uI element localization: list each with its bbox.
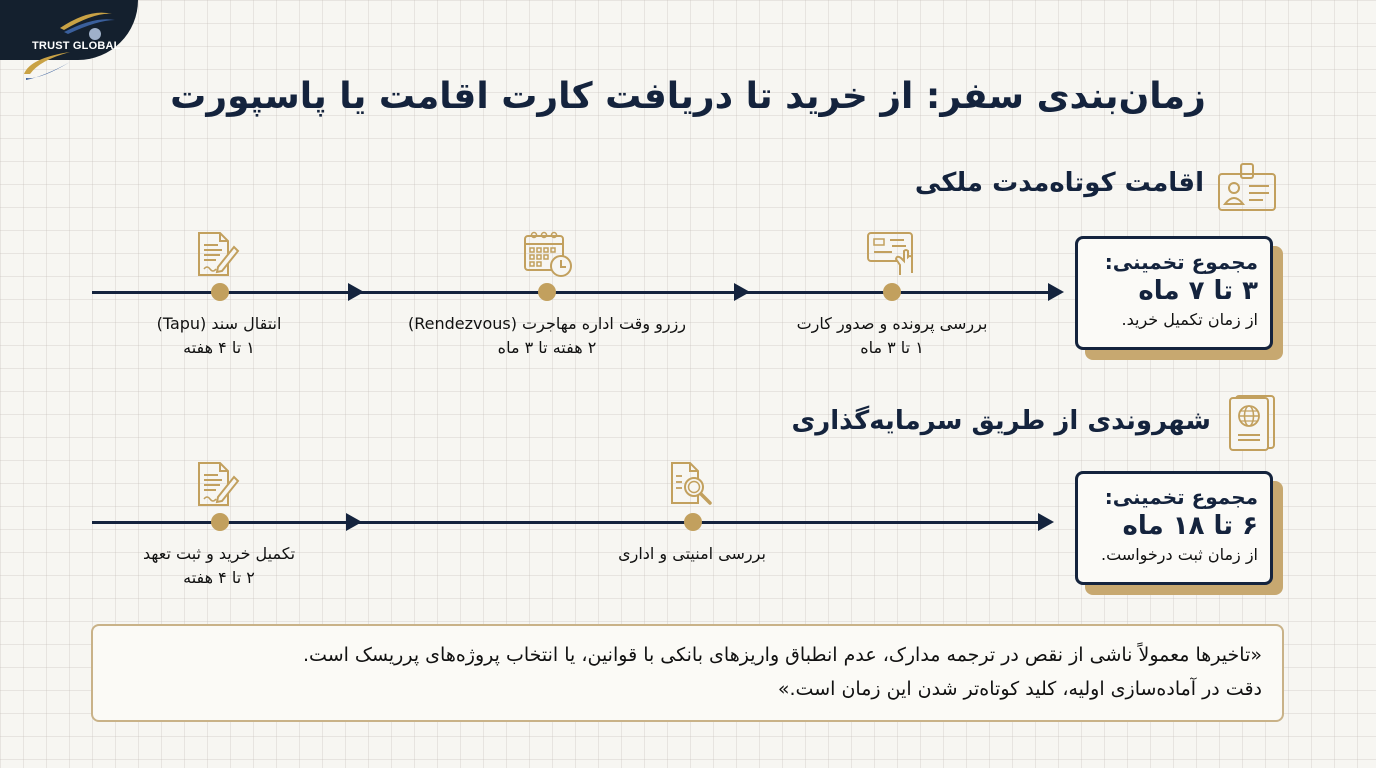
total-note: از زمان تکمیل خرید. bbox=[1121, 310, 1258, 329]
timeline-node bbox=[684, 513, 702, 531]
timeline-node bbox=[211, 283, 229, 301]
step-duration: ۲ تا ۴ هفته bbox=[183, 568, 255, 587]
residency-heading: اقامت کوتاه‌مدت ملکی bbox=[914, 168, 1204, 198]
citizenship-timeline-line bbox=[92, 521, 1040, 524]
total-value: ۶ تا ۱۸ ماه bbox=[1122, 511, 1258, 541]
step-duration: ۱ تا ۳ ماه bbox=[860, 338, 924, 357]
card-in-hand-icon bbox=[866, 231, 920, 277]
step-duration: ۱ تا ۴ هفته bbox=[183, 338, 255, 357]
residency-step-2 bbox=[408, 312, 686, 360]
total-label: مجموع تخمینی: bbox=[1104, 250, 1258, 274]
id-badge-icon bbox=[1217, 162, 1277, 212]
step-label: بررسی پرونده و صدور کارت bbox=[796, 314, 988, 333]
note-line-2: دقت در آماده‌سازی اولیه، کلید کوتاه‌تر شدن این زمان است.» bbox=[777, 678, 1262, 700]
timeline-node bbox=[883, 283, 901, 301]
arrow-icon bbox=[1048, 283, 1064, 301]
citizenship-step-1 bbox=[143, 542, 295, 590]
passport-icon bbox=[1228, 394, 1276, 452]
residency-step-1 bbox=[157, 312, 282, 360]
residency-total-card bbox=[1075, 236, 1273, 350]
total-label: مجموع تخمینی: bbox=[1104, 485, 1258, 509]
timeline-node bbox=[211, 513, 229, 531]
step-label: تکمیل خرید و ثبت تعهد bbox=[142, 544, 296, 563]
document-sign-icon bbox=[196, 231, 242, 277]
calendar-clock-icon bbox=[523, 230, 573, 278]
residency-step-3 bbox=[797, 312, 988, 360]
note-line-1: «تاخیرها معمولاً ناشی از نقص در ترجمه مدارک، عدم انطباق واریزهای بانکی با قوانین، یا انتخاب پروژه‌های پرریسک است. bbox=[303, 644, 1262, 666]
document-search-icon bbox=[670, 461, 716, 507]
citizenship-step-2 bbox=[618, 542, 766, 566]
step-label: رزرو وقت اداره مهاجرت (Rendezvous) bbox=[407, 314, 687, 333]
arrow-icon bbox=[734, 283, 750, 301]
trust-global-logo bbox=[0, 0, 138, 60]
step-label: انتقال سند (Tapu) bbox=[156, 314, 282, 333]
residency-timeline-line bbox=[92, 291, 1052, 294]
document-sign-icon bbox=[196, 461, 242, 507]
arrow-icon bbox=[1038, 513, 1054, 531]
arrow-icon bbox=[348, 283, 364, 301]
total-value: ۳ تا ۷ ماه bbox=[1138, 276, 1258, 306]
logo-text: TRUST GLOBAL bbox=[32, 40, 121, 52]
timeline-node bbox=[538, 283, 556, 301]
delay-note-box bbox=[91, 624, 1284, 722]
citizenship-heading: شهروندی از طریق سرمایه‌گذاری bbox=[791, 406, 1211, 436]
arrow-icon bbox=[346, 513, 362, 531]
citizenship-total-card bbox=[1075, 471, 1273, 585]
page-title: زمان‌بندی سفر: از خرید تا دریافت کارت اقامت یا پاسپورت bbox=[170, 76, 1206, 117]
step-label: بررسی امنیتی و اداری bbox=[618, 544, 766, 563]
step-duration: ۲ هفته تا ۳ ماه bbox=[497, 338, 597, 357]
total-note: از زمان ثبت درخواست. bbox=[1101, 545, 1258, 564]
